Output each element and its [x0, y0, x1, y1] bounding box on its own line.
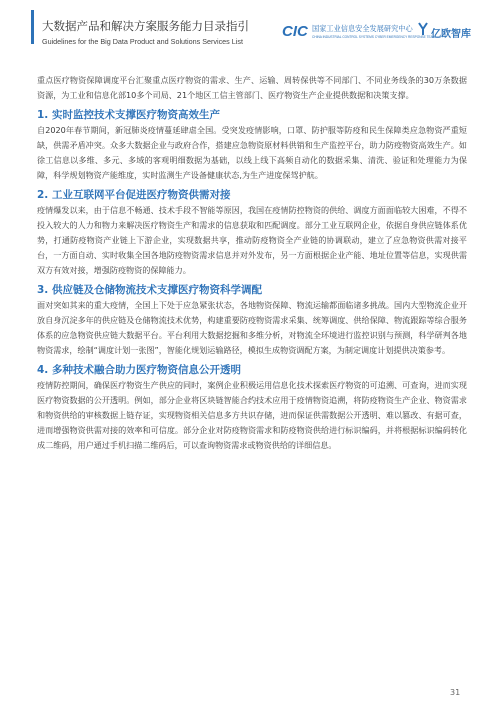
header-title-cn: 大数据产品和解决方案服务能力目录指引 [42, 19, 249, 33]
section-3-heading: 3. 供应链及仓储物流技术支撑医疗物资科学调配 [37, 284, 262, 296]
header-accent-bar [31, 10, 34, 44]
section-2-body: 疫情爆发以来，由于信息不畅通、技术手段不智能等原因，我国在疫情防控物资的供给、调度方面面临较大困难，不得不投入较大的人力和物力来解决医疗物资生产和需求的信息获取和匹配调度。部分工业互联网企业，依据自身供应链体系优势，打通防疫物资产业链上下游企业，实现数据共享，推动防疫物资全产业链的协调联动，建立了应急物资供需对接平台，一方面自动、实时收集全国各地防疫物资需求信息并对外发布，另一方面根据企业产能、地址位置等信息，实现供需双方有效对接，增强防疫物资的保障能力。 [37, 205, 467, 275]
section-2-heading: 2. 工业互联网平台促进医疗物资供需对接 [37, 189, 231, 201]
cic-logo-org-en: CHINA INDUSTRIAL CONTROL SYSTEMS CYBER EMERGENCY RESPONSE TEAM [312, 35, 436, 39]
page-header [0, 0, 500, 56]
section-1-body: 自2020年春节期间，新冠肺炎疫情蔓延肆虐全国。受突发疫情影响，口罩、防护服等防疫和民生保障类应急物资严重短缺，供需矛盾冲突。众多大数据企业与政府合作，搭建应急物资原材料供销和生产监控平台，助力防疫物资高效生产。如徐工信息以多维、多元、多域的客观明细数据为基础，以线上线下高频自动化的数据采集、清洗、验证和处理能力为保障，科学规划物资产能维度，实时监测生产设备健康状态,为生产进度保驾护航。 [37, 125, 467, 180]
iyiou-logo-icon [417, 22, 429, 36]
section-4-heading: 4. 多种技术融合助力医疗物资信息公开透明 [37, 364, 241, 376]
section-1-heading: 1. 实时监控技术支撑医疗物资高效生产 [37, 109, 220, 121]
intro-paragraph: 重点医疗物资保障调度平台汇聚重点医疗物资的需求、生产、运输、周转保供等不同部门、不同业务线条的30万条数据资源，为工业和信息化部10多个司局、21个地区工信主管部门、医疗物资生产企业提供数据和决策支撑。 [37, 75, 467, 100]
cic-logo-org-cn: 国家工业信息安全发展研究中心 [312, 24, 413, 33]
section-3-body: 面对突如其来的重大疫情，全国上下处于应急紧张状态，各地物资保障、物流运输都面临诸多挑战。国内大型物流企业开放自身沉淀多年的供应链及仓储物流技术优势，构建重要防疫物资需求采集、统筹调度、供给保障、物流跟踪等综合服务体系的应急物资供应链大数据平台。平台利用大数据挖掘和多维分析，对物流全环境进行监控识别与预测，科学研判各地物资需求，绘制“调度计划一张图”，智能化规划运输路径，模拟生成物资调配方案，为制定调度计划提供决策参考。 [37, 300, 467, 355]
iyiou-logo-name: 亿欧智库 [431, 29, 471, 40]
page-number: 31 [450, 688, 461, 697]
section-4-body: 疫情防控期间，确保医疗物资生产供应的同时，案例企业积极运用信息化技术探索医疗物资的可追溯、可查询，进而实现医疗物资数据的公开透明。例如，部分企业将区块链智能合约技术应用于疫情物资追溯，将防疫物资生产企业、物资需求和物资供给的审核数据上链存证，实现物资相关信息多方共识存储，进而保证供需数据公开透明、难以篡改、有据可查，进而增强物资供需对接的效率和可信度。部分企业对防疫物资需求和防疫物资供给进行标识编码，并将根据标识编码转化成二维码，用户通过手机扫描二维码后，可以查询物资需求或物资供给的详细信息。 [37, 380, 467, 450]
document-body [37, 73, 467, 457]
cic-logo-mark: CIC [282, 23, 308, 40]
cic-logo [282, 21, 436, 47]
header-title-en: Guidelines for the Big Data Product and Solutions Services List [42, 37, 243, 46]
iyiou-logo [417, 20, 477, 44]
